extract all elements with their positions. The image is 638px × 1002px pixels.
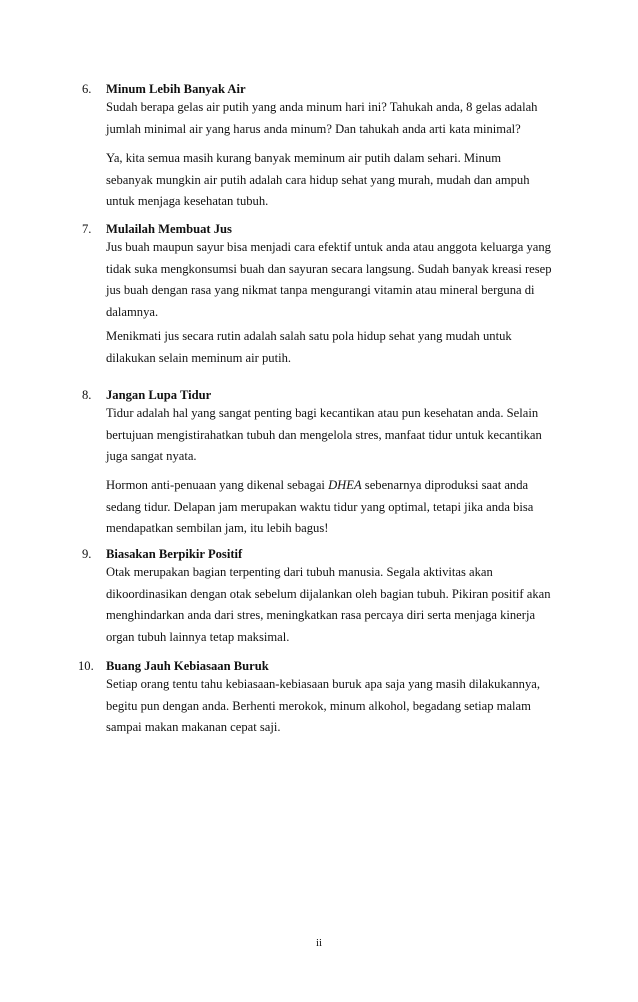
text-line: organ tubuh lainnya tetap maksimal. bbox=[106, 629, 290, 644]
text-line: dalamnya. bbox=[106, 304, 159, 319]
paragraph bbox=[106, 562, 586, 648]
section-number: 10. bbox=[78, 659, 94, 673]
text-line: Tidur adalah hal yang sangat penting bagi kecantikan atau pun kesehatan anda. Selain bbox=[106, 406, 539, 420]
text-line: dilakukan selain meminum air putih. bbox=[106, 350, 292, 365]
text-line: sebanyak mungkin air putih adalah cara hidup sehat yang murah, mudah dan ampuh bbox=[106, 172, 530, 187]
text-line: mendapatkan sembilan jam, itu lebih bagus! bbox=[106, 521, 329, 535]
text-line: menghindarkan anda dari stres, meningkatkan rasa percaya diri serta menjaga kinerja bbox=[106, 608, 536, 622]
page-number: ii bbox=[315, 937, 323, 949]
paragraph bbox=[106, 403, 586, 468]
text-line: bertujuan mengistirahatkan tubuh dan mengelola stres, manfaat tidur untuk kecantikan bbox=[106, 427, 542, 442]
emphasis-term: DHEA bbox=[328, 478, 362, 492]
paragraph bbox=[106, 237, 586, 323]
text-line: jumlah minimal air yang harus anda minum? Dan tahukah anda arti kata minimal? bbox=[106, 121, 521, 136]
text-line: begitu pun dengan anda. Berhenti merokok, minum alkohol, begadang setiap malam bbox=[106, 698, 531, 713]
text-line: sampai makan makanan cepat saji. bbox=[106, 720, 281, 734]
text-line: dikoordinasikan dengan otak sebelum dijalankan oleh bagian tubuh. Pikiran positif akan bbox=[106, 586, 551, 601]
text-line: jus buah dengan rasa yang nikmat tanpa mengurangi vitamin atau mineral berguna di bbox=[106, 283, 535, 297]
text-line: Jus buah maupun sayur bisa menjadi cara efektif untuk anda atau anggota keluarga yang bbox=[106, 240, 551, 254]
section-title: Buang Jauh Kebiasaan Buruk bbox=[106, 659, 269, 673]
paragraph bbox=[106, 97, 586, 140]
text-line: untuk menjaga kesehatan tubuh. bbox=[106, 194, 269, 208]
paragraph bbox=[106, 148, 586, 213]
paragraph bbox=[106, 475, 586, 540]
section-title: Minum Lebih Banyak Air bbox=[106, 82, 246, 96]
section-title: Jangan Lupa Tidur bbox=[106, 388, 212, 402]
section-number: 9. bbox=[82, 547, 92, 561]
text-line: Otak merupakan bagian terpenting dari tubuh manusia. Segala aktivitas akan bbox=[106, 565, 493, 579]
paragraph bbox=[106, 326, 586, 369]
text-line: Setiap orang tentu tahu kebiasaan-kebiasaan buruk apa saja yang masih dilakukannya, bbox=[106, 677, 540, 691]
text-line: sedang tidur. Delapan jam merupakan waktu tidur yang optimal, tetapi jika anda bisa bbox=[106, 499, 534, 514]
text-line: Menikmati jus secara rutin adalah salah satu pola hidup sehat yang mudah untuk bbox=[106, 329, 512, 343]
section-number: 7. bbox=[82, 222, 92, 236]
section-title: Biasakan Berpikir Positif bbox=[106, 547, 243, 561]
section-number: 8. bbox=[82, 388, 92, 402]
text-line: Sudah berapa gelas air putih yang anda minum hari ini? Tahukah anda, 8 gelas adalah bbox=[106, 100, 538, 114]
text-line: tidak suka mengkonsumsi buah dan sayuran secara langsung. Sudah banyak kreasi resep bbox=[106, 261, 552, 276]
text-line: juga sangat nyata. bbox=[106, 449, 197, 463]
section-title: Mulailah Membuat Jus bbox=[106, 222, 232, 236]
text-line: Ya, kita semua masih kurang banyak meminum air putih dalam sehari. Minum bbox=[106, 151, 501, 165]
text-line: Hormon anti-penuaan yang dikenal sebagai DHEA sebenarnya diproduksi saat anda bbox=[106, 478, 529, 492]
paragraph bbox=[106, 674, 586, 739]
section-number: 6. bbox=[82, 82, 92, 96]
